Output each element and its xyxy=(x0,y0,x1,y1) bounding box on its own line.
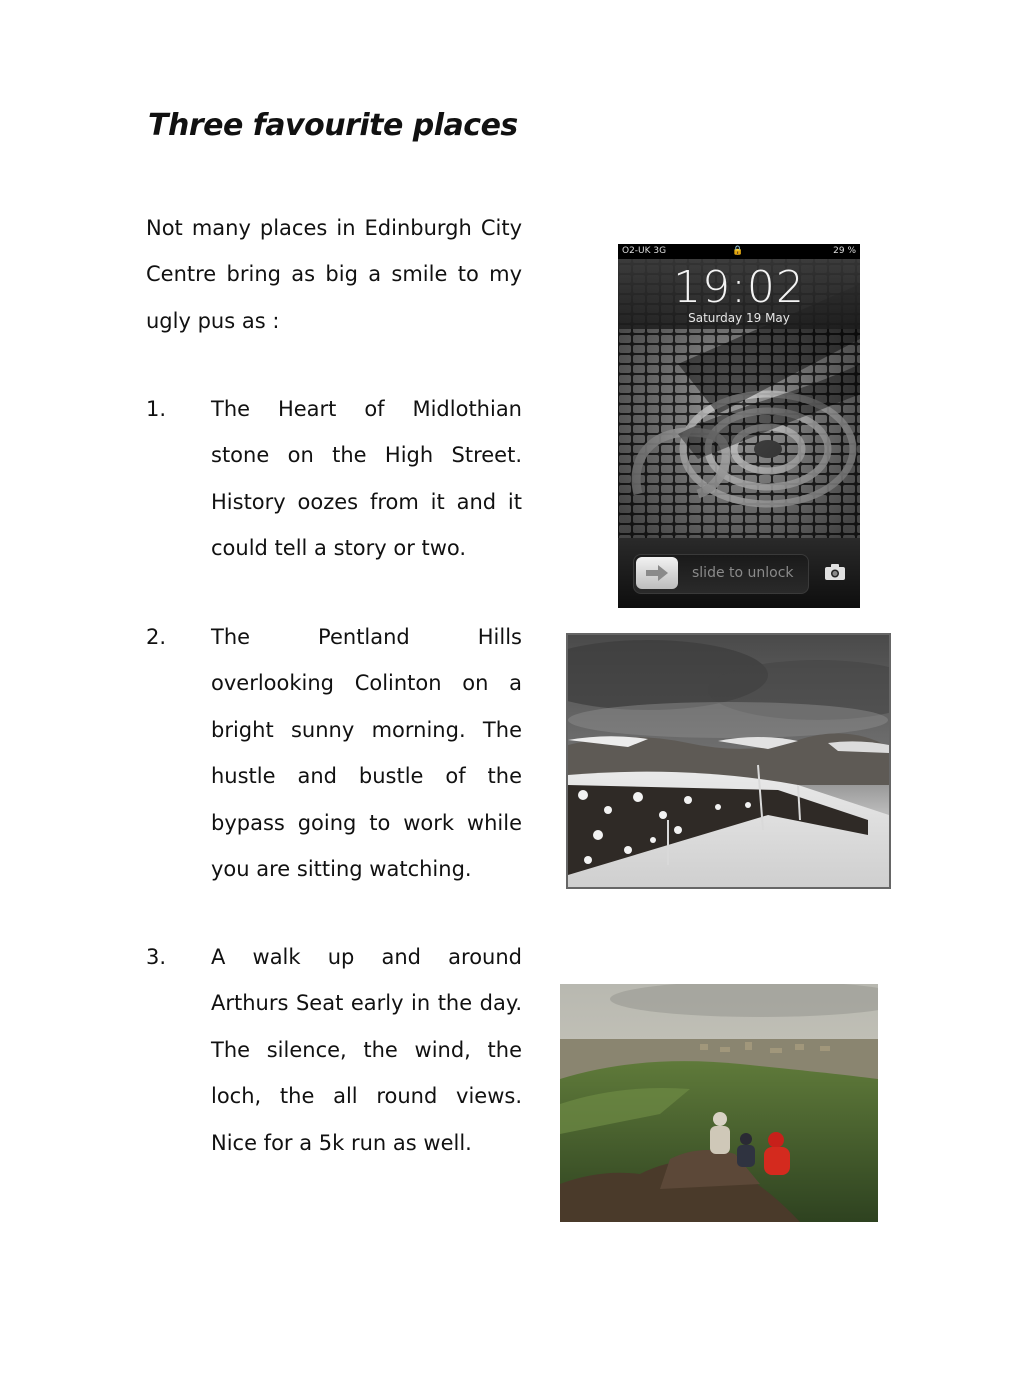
heart-of-midlothian-photo xyxy=(618,244,860,608)
item-number: 3. xyxy=(146,945,167,969)
unlock-slider xyxy=(633,554,809,594)
item-number: 1. xyxy=(146,397,167,421)
item-text: The Pentland Hills overlooking Colinton on a bright sunny morning. The hustle and bustle of the bypass going to work while you are sitting watching. xyxy=(211,625,522,882)
slider-knob xyxy=(636,557,678,589)
snowy-hills-image xyxy=(568,635,889,887)
battery-label: 29 % xyxy=(833,246,856,256)
arrow-right-icon xyxy=(636,557,678,589)
status-bar xyxy=(618,244,860,259)
slide-to-unlock-label: slide to unlock xyxy=(692,565,794,581)
padlock-icon: 🔒 xyxy=(732,246,744,256)
item-text: The Heart of Midlothian stone on the High Street. History oozes from it and it could tell a story or two. xyxy=(211,397,522,561)
item-number: 2. xyxy=(146,625,167,649)
camera-icon xyxy=(824,563,846,585)
arthurs-seat-photo xyxy=(560,984,878,1222)
page-title: Three favourite places xyxy=(148,108,518,143)
pentland-hills-photo xyxy=(566,633,891,889)
item-text: A walk up and around Arthurs Seat early in the day. The silence, the wind, the loch, the all round views. Nice for a 5k run as well. xyxy=(211,945,522,1155)
intro-paragraph: Not many places in Edinburgh City Centre bring as big a smile to my ugly pus as : xyxy=(146,216,522,333)
hilltop-view-image xyxy=(560,984,878,1222)
lock-footer xyxy=(618,538,860,608)
carrier-label: O2-UK 3G xyxy=(622,246,667,256)
lock-date: Saturday 19 May xyxy=(688,311,790,325)
lock-clock: 19:02 xyxy=(673,262,805,313)
